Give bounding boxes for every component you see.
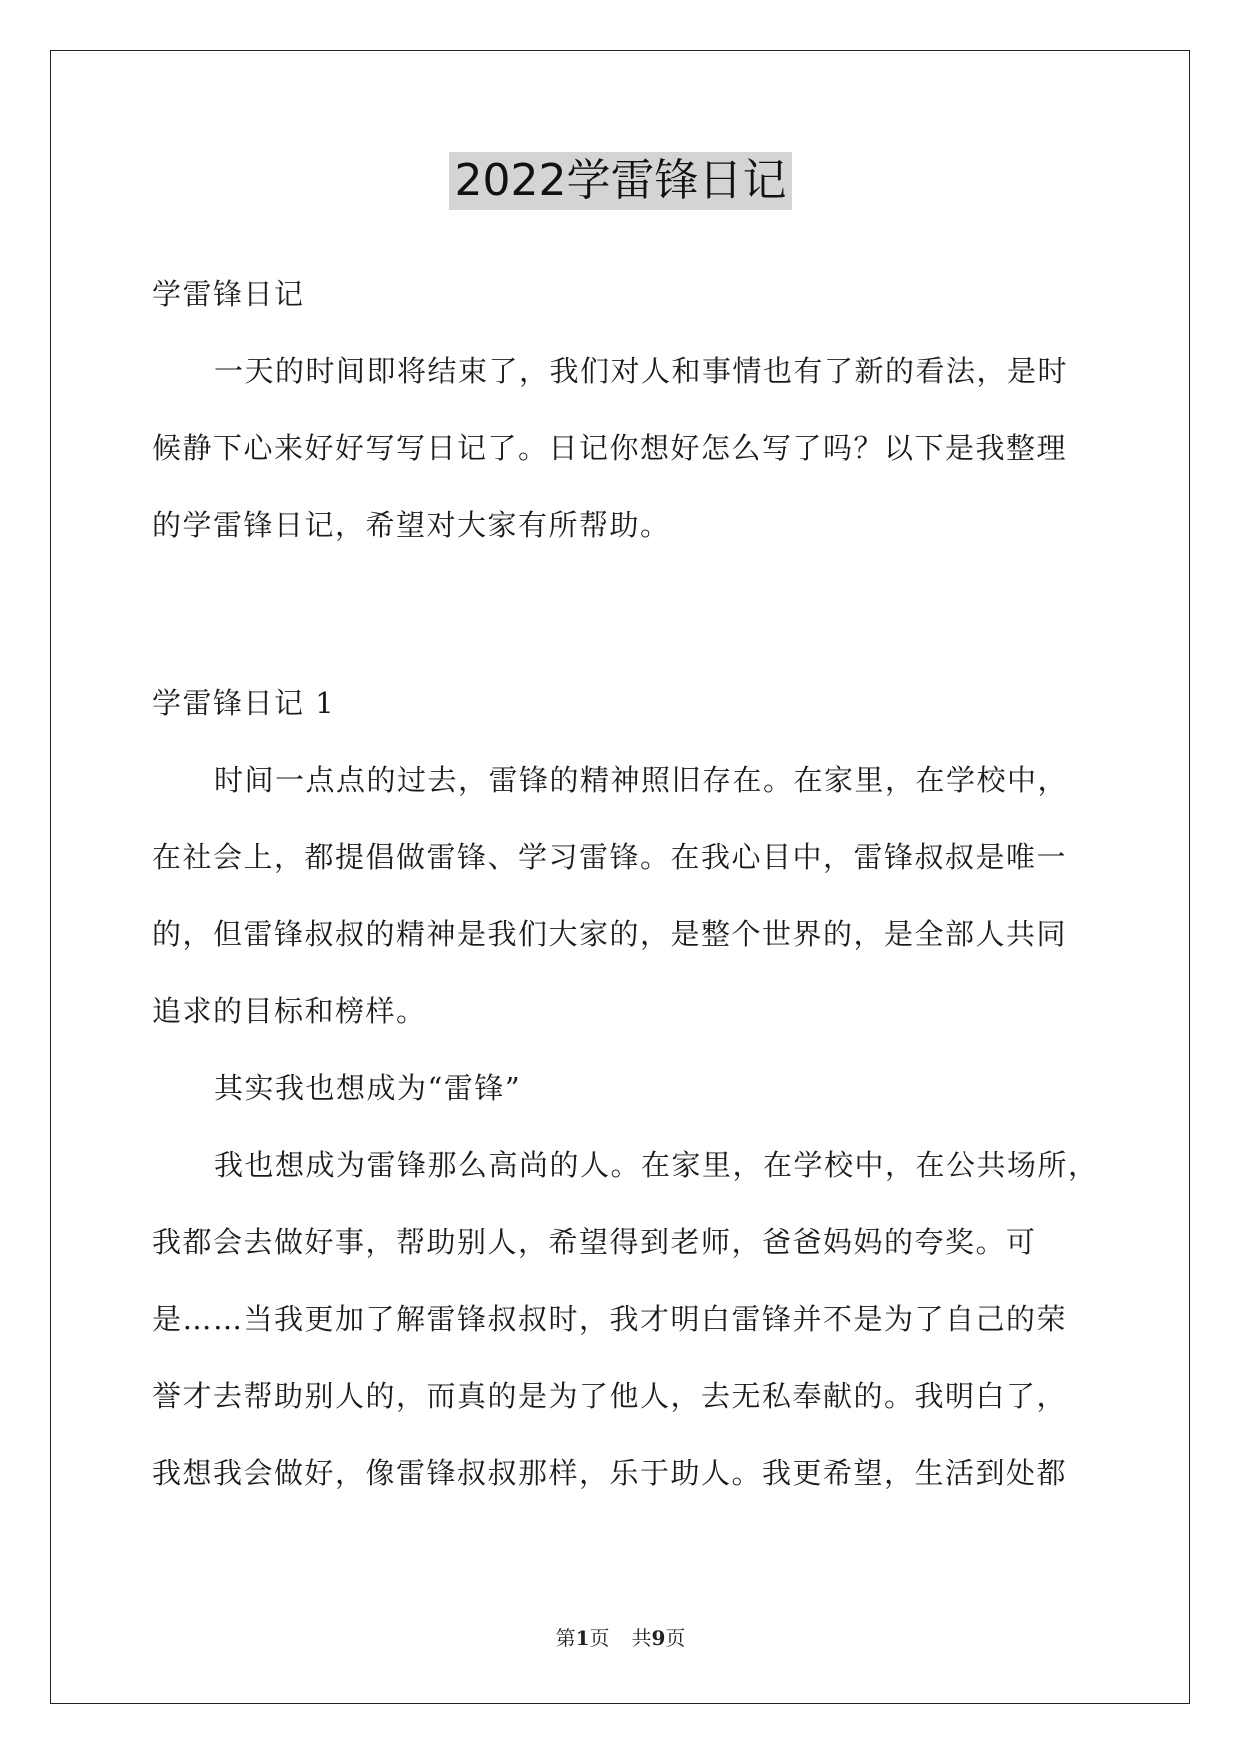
paragraph-line: 誉才去帮助别人的，而真的是为了他人，去无私奉献的。我明白了， bbox=[152, 1379, 1068, 1413]
intro-heading: 学雷锋日记 bbox=[152, 277, 305, 311]
paragraph-line: 我也想成为雷锋那么高尚的人。在家里，在学校中，在公共场所， bbox=[214, 1148, 1099, 1182]
paragraph-line: 时间一点点的过去，雷锋的精神照旧存在。在家里，在学校中， bbox=[214, 763, 1069, 797]
section-heading: 学雷锋日记 1 bbox=[152, 686, 336, 720]
current-page-number: 1 bbox=[575, 1626, 590, 1650]
intro-line: 的学雷锋日记，希望对大家有所帮助。 bbox=[152, 508, 671, 542]
subheading: 其实我也想成为“雷锋” bbox=[214, 1071, 522, 1105]
spacer bbox=[152, 564, 1092, 665]
footer-total-prefix: 共 bbox=[631, 1626, 652, 1650]
total-pages-number: 9 bbox=[651, 1626, 666, 1650]
intro-line: 一天的时间即将结束了，我们对人和事情也有了新的看法，是时 bbox=[214, 354, 1069, 388]
paragraph-line: 的，但雷锋叔叔的精神是我们大家的，是整个世界的，是全部人共同 bbox=[152, 917, 1068, 951]
document-title: 2022学雷锋日记 bbox=[449, 152, 793, 210]
title-container bbox=[0, 152, 1241, 210]
paragraph-line: 是……当我更加了解雷锋叔叔时，我才明白雷锋并不是为了自己的荣 bbox=[152, 1302, 1068, 1336]
paragraph-line: 在社会上，都提倡做雷锋、学习雷锋。在我心目中，雷锋叔叔是唯一 bbox=[152, 840, 1068, 874]
footer-total-suffix: 页 bbox=[665, 1626, 686, 1650]
paragraph-line: 追求的目标和榜样。 bbox=[152, 994, 427, 1028]
footer-page-suffix: 页 bbox=[589, 1626, 610, 1650]
page-footer bbox=[0, 1622, 1241, 1651]
paragraph-line: 我想我会做好，像雷锋叔叔那样，乐于助人。我更希望，生活到处都 bbox=[152, 1456, 1068, 1490]
document-body bbox=[152, 256, 1099, 1512]
paragraph-line: 我都会去做好事，帮助别人，希望得到老师，爸爸妈妈的夸奖。可 bbox=[152, 1225, 1037, 1259]
intro-line: 候静下心来好好写写日记了。日记你想好怎么写了吗？以下是我整理 bbox=[152, 431, 1068, 465]
footer-prefix: 第 bbox=[555, 1626, 576, 1650]
